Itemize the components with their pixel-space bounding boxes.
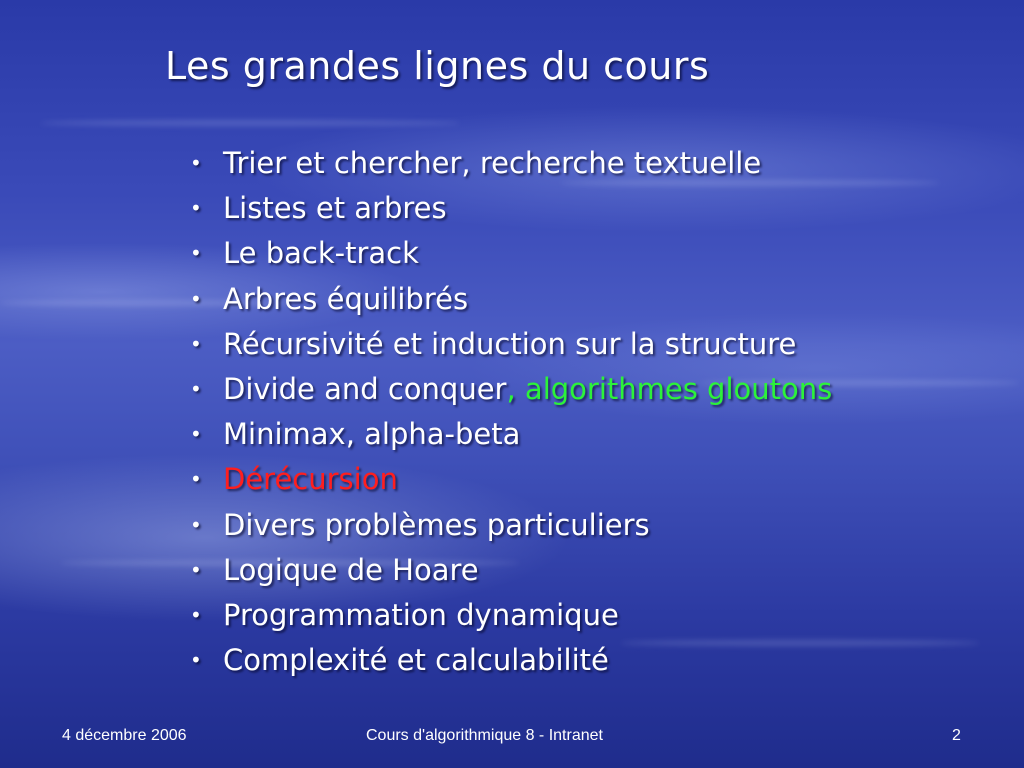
bullet-icon: •	[190, 196, 202, 221]
bullet-text: Minimax, alpha-beta	[223, 417, 521, 452]
bullet-item	[190, 457, 832, 502]
bullet-text: Divers problèmes particuliers	[223, 507, 650, 542]
bullet-icon: •	[190, 467, 202, 492]
bullet-text: Logique de Hoare	[223, 552, 479, 587]
bullet-text: Arbres équilibrés	[223, 281, 469, 316]
bullet-text: Listes et arbres	[223, 191, 447, 226]
footer-title: Cours d'algorithmique 8 - Intranet	[366, 727, 603, 744]
footer-date: 4 décembre 2006	[62, 727, 187, 744]
bullet-item	[190, 141, 832, 186]
bullet-item	[190, 322, 832, 367]
bullet-icon: •	[190, 286, 202, 311]
bullet-icon: •	[190, 241, 202, 266]
bullet-icon: •	[190, 602, 202, 627]
bullet-icon: •	[190, 512, 202, 537]
bullet-text-highlight-green: , algorithmes gloutons	[506, 371, 833, 406]
bullet-icon: •	[190, 151, 202, 175]
bullet-icon: •	[190, 557, 202, 582]
bullet-item	[190, 503, 832, 548]
bullet-icon: •	[190, 331, 202, 356]
bullet-text: Programmation dynamique	[223, 597, 619, 632]
bullet-item	[190, 548, 832, 593]
bullet-text: Complexité et calculabilité	[223, 643, 609, 678]
bullet-text-highlight-red: Dérécursion	[223, 462, 398, 497]
bullet-text: Divide and conquer	[223, 371, 507, 406]
bullet-text: Trier et chercher, recherche textuelle	[223, 146, 762, 180]
bullet-icon: •	[190, 376, 202, 401]
bullet-list	[190, 141, 832, 683]
bullet-text: Le back-track	[223, 236, 419, 271]
bullet-item	[190, 231, 832, 276]
bullet-item	[190, 367, 832, 412]
bullet-item	[190, 277, 832, 322]
bullet-item	[190, 638, 832, 683]
bullet-item	[190, 593, 832, 638]
bullet-icon: •	[190, 422, 202, 447]
bullet-text: Récursivité et induction sur la structure	[223, 326, 797, 361]
bullet-item	[190, 412, 832, 457]
bullet-icon: •	[190, 648, 202, 673]
bullet-item	[190, 186, 832, 231]
page-number: 2	[952, 727, 961, 744]
water-streak	[40, 120, 460, 126]
slide-title: Les grandes lignes du cours	[165, 44, 710, 88]
